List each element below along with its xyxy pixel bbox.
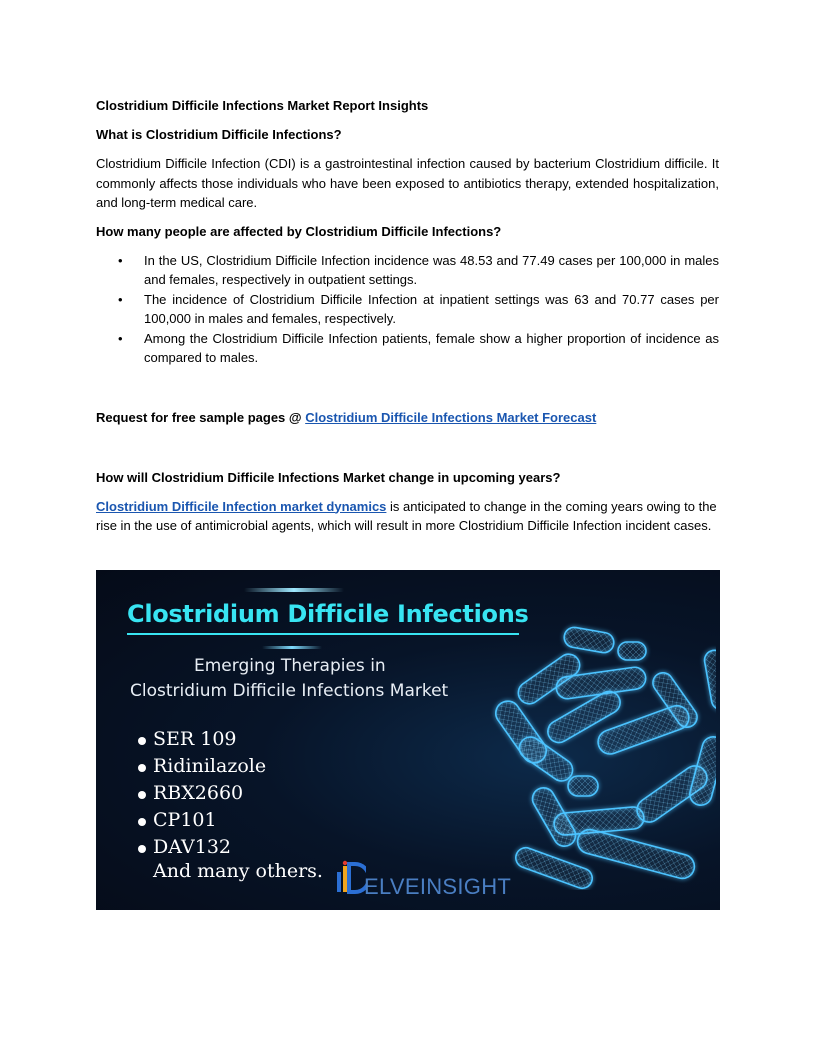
brand-wordmark: ELVEINSIGHT xyxy=(364,874,512,899)
therapy-name: RBX2660 xyxy=(153,782,244,804)
bullet-icon xyxy=(138,764,146,772)
banner-subtitle-line1: Emerging Therapies in xyxy=(194,656,386,676)
therapy-item xyxy=(138,726,266,753)
bullet-icon: • xyxy=(118,252,123,268)
list-item xyxy=(96,329,719,368)
question-people-affected: How many people are affected by Clostridium Difficile Infections? xyxy=(96,223,502,239)
therapy-name: SER 109 xyxy=(153,728,237,750)
list-item-text: In the US, Clostridium Difficile Infection incidence was 48.53 and 77.49 cases per 100,000 in males and females, respectively in outpatient settings. xyxy=(144,252,719,287)
incidence-list xyxy=(96,251,719,368)
list-item-text: The incidence of Clostridium Difficile Infection at inpatient settings was 63 and 70.77 cases per 100,000 in males and females, respectively. xyxy=(144,291,719,326)
report-title: Clostridium Difficile Infections Market Report Insights xyxy=(96,98,429,113)
list-item xyxy=(96,251,719,290)
market-dynamics-paragraph xyxy=(96,497,719,536)
banner-title: Clostridium Difficile Infections xyxy=(127,600,529,628)
list-item xyxy=(96,290,719,329)
document-body xyxy=(96,96,719,536)
delveinsight-logo-icon xyxy=(336,860,366,894)
bullet-icon xyxy=(138,818,146,826)
bullet-icon xyxy=(138,791,146,799)
light-streak xyxy=(244,588,344,592)
question-market-change: How will Clostridium Difficile Infections Market change in upcoming years? xyxy=(96,469,561,485)
more-therapies-note: And many others. xyxy=(153,860,323,882)
sample-request-prefix: Request for free sample pages @ xyxy=(96,409,306,425)
market-dynamics-text: is anticipated to change in the coming years owing to the rise in the use of antimicrobial agents, which will result in more Clostridium Difficile Infection incident cases. xyxy=(96,498,717,533)
list-item-text: Among the Clostridium Difficile Infection patients, female show a higher proportion of incidence as compared to males. xyxy=(144,330,719,365)
therapy-item xyxy=(138,834,266,861)
bullet-icon xyxy=(138,737,146,745)
therapy-list xyxy=(138,726,266,861)
question-what-is-cdi: What is Clostridium Difficile Infections? xyxy=(96,127,342,142)
bullet-icon: • xyxy=(118,291,123,307)
market-dynamics-link[interactable]: Clostridium Difficile Infection market dynamics xyxy=(96,498,387,514)
emerging-therapies-banner xyxy=(96,570,720,910)
light-streak xyxy=(262,646,322,649)
bacteria-cluster-icon xyxy=(426,610,716,890)
therapy-name: CP101 xyxy=(153,809,217,831)
cdi-definition-paragraph: Clostridium Difficile Infection (CDI) is a gastrointestinal infection caused by bacterium Clostridium difficile. It commonly affects those individuals who have been exposed to antibiotics therapy, extended hospitalization, and long-term medical care. xyxy=(96,156,719,210)
therapy-name: Ridinilazole xyxy=(153,755,267,777)
therapy-item xyxy=(138,753,266,780)
sample-request-line xyxy=(96,408,719,428)
therapy-name: DAV132 xyxy=(153,836,231,858)
therapy-item xyxy=(138,780,266,807)
banner-subtitle-line2: Clostridium Difficile Infections Market xyxy=(130,681,449,701)
bullet-icon: • xyxy=(118,330,123,346)
therapy-item xyxy=(138,807,266,834)
market-forecast-link[interactable]: Clostridium Difficile Infections Market Forecast xyxy=(305,409,597,425)
bullet-icon xyxy=(138,845,146,853)
